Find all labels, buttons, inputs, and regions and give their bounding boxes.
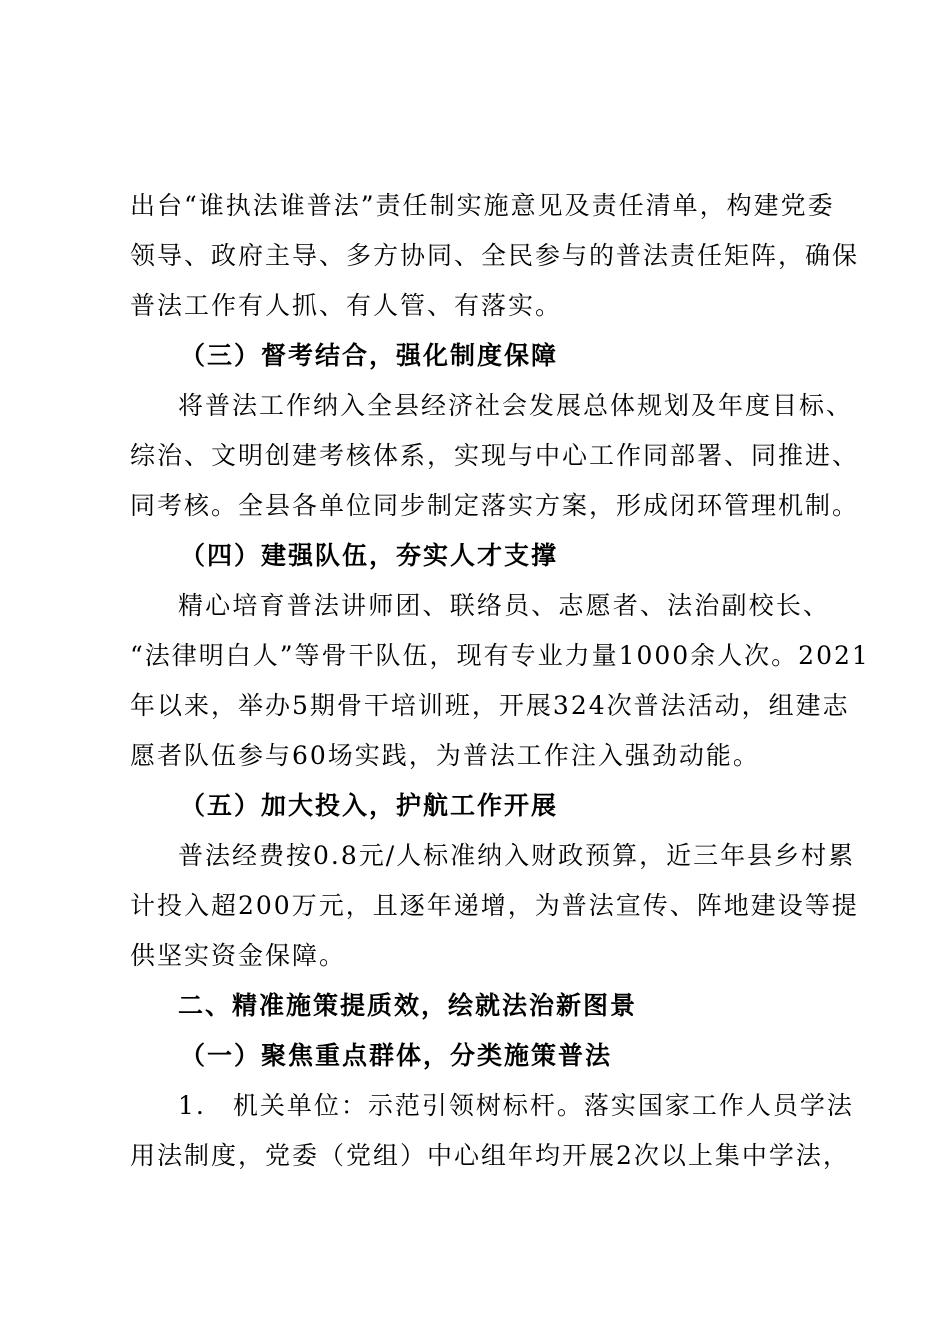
section-heading: （一）聚焦重点群体，分类施策普法 xyxy=(180,1041,613,1070)
section-heading: （三）督考结合，强化制度保障 xyxy=(180,341,559,370)
body-text-line: 计投入超200万元，且逐年递增，为普法宣传、阵地建设等提 xyxy=(130,891,859,920)
body-text-line: 愿者队伍参与60场实践，为普法工作注入强劲动能。 xyxy=(130,741,760,770)
body-text-line: 出台“谁执法谁普法”责任制实施意见及责任清单，构建党委 xyxy=(130,191,835,220)
body-text-line: 将普法工作纳入全县经济社会发展总体规划及年度目标、 xyxy=(178,391,854,420)
section-heading: （四）建强队伍，夯实人才支撑 xyxy=(180,541,559,570)
body-text-line: 同考核。全县各单位同步制定落实方案，形成闭环管理机制。 xyxy=(130,491,860,520)
body-text-line: 综治、文明创建考核体系，实现与中心工作同部署、同推进、 xyxy=(130,441,860,470)
body-text-line: 普法工作有人抓、有人管、有落实。 xyxy=(130,291,563,320)
body-text-line: 精心培育普法讲师团、联络员、志愿者、法治副校长、 xyxy=(178,591,830,620)
body-text-line: 用法制度，党委（党组）中心组年均开展2次以上集中学法， xyxy=(130,1141,850,1170)
body-text-line: 年以来，举办5期骨干培训班，开展324次普法活动，组建志 xyxy=(130,691,850,720)
chapter-heading: 二、精准施策提质效，绘就法治新图景 xyxy=(178,991,638,1020)
body-text-line: 1. 机关单位：示范引领树标杆。落实国家工作人员学法 xyxy=(178,1091,854,1120)
body-text-line: 普法经费按0.8元/人标准纳入财政预算，近三年县乡村累 xyxy=(178,841,856,870)
body-text-line: 供坚实资金保障。 xyxy=(130,941,347,970)
section-heading: （五）加大投入，护航工作开展 xyxy=(180,791,559,820)
body-text-line: “法律明白人”等骨干队伍，现有专业力量1000余人次。2021 xyxy=(130,641,870,670)
body-text-line: 领导、政府主导、多方协同、全民参与的普法责任矩阵，确保 xyxy=(130,241,860,270)
